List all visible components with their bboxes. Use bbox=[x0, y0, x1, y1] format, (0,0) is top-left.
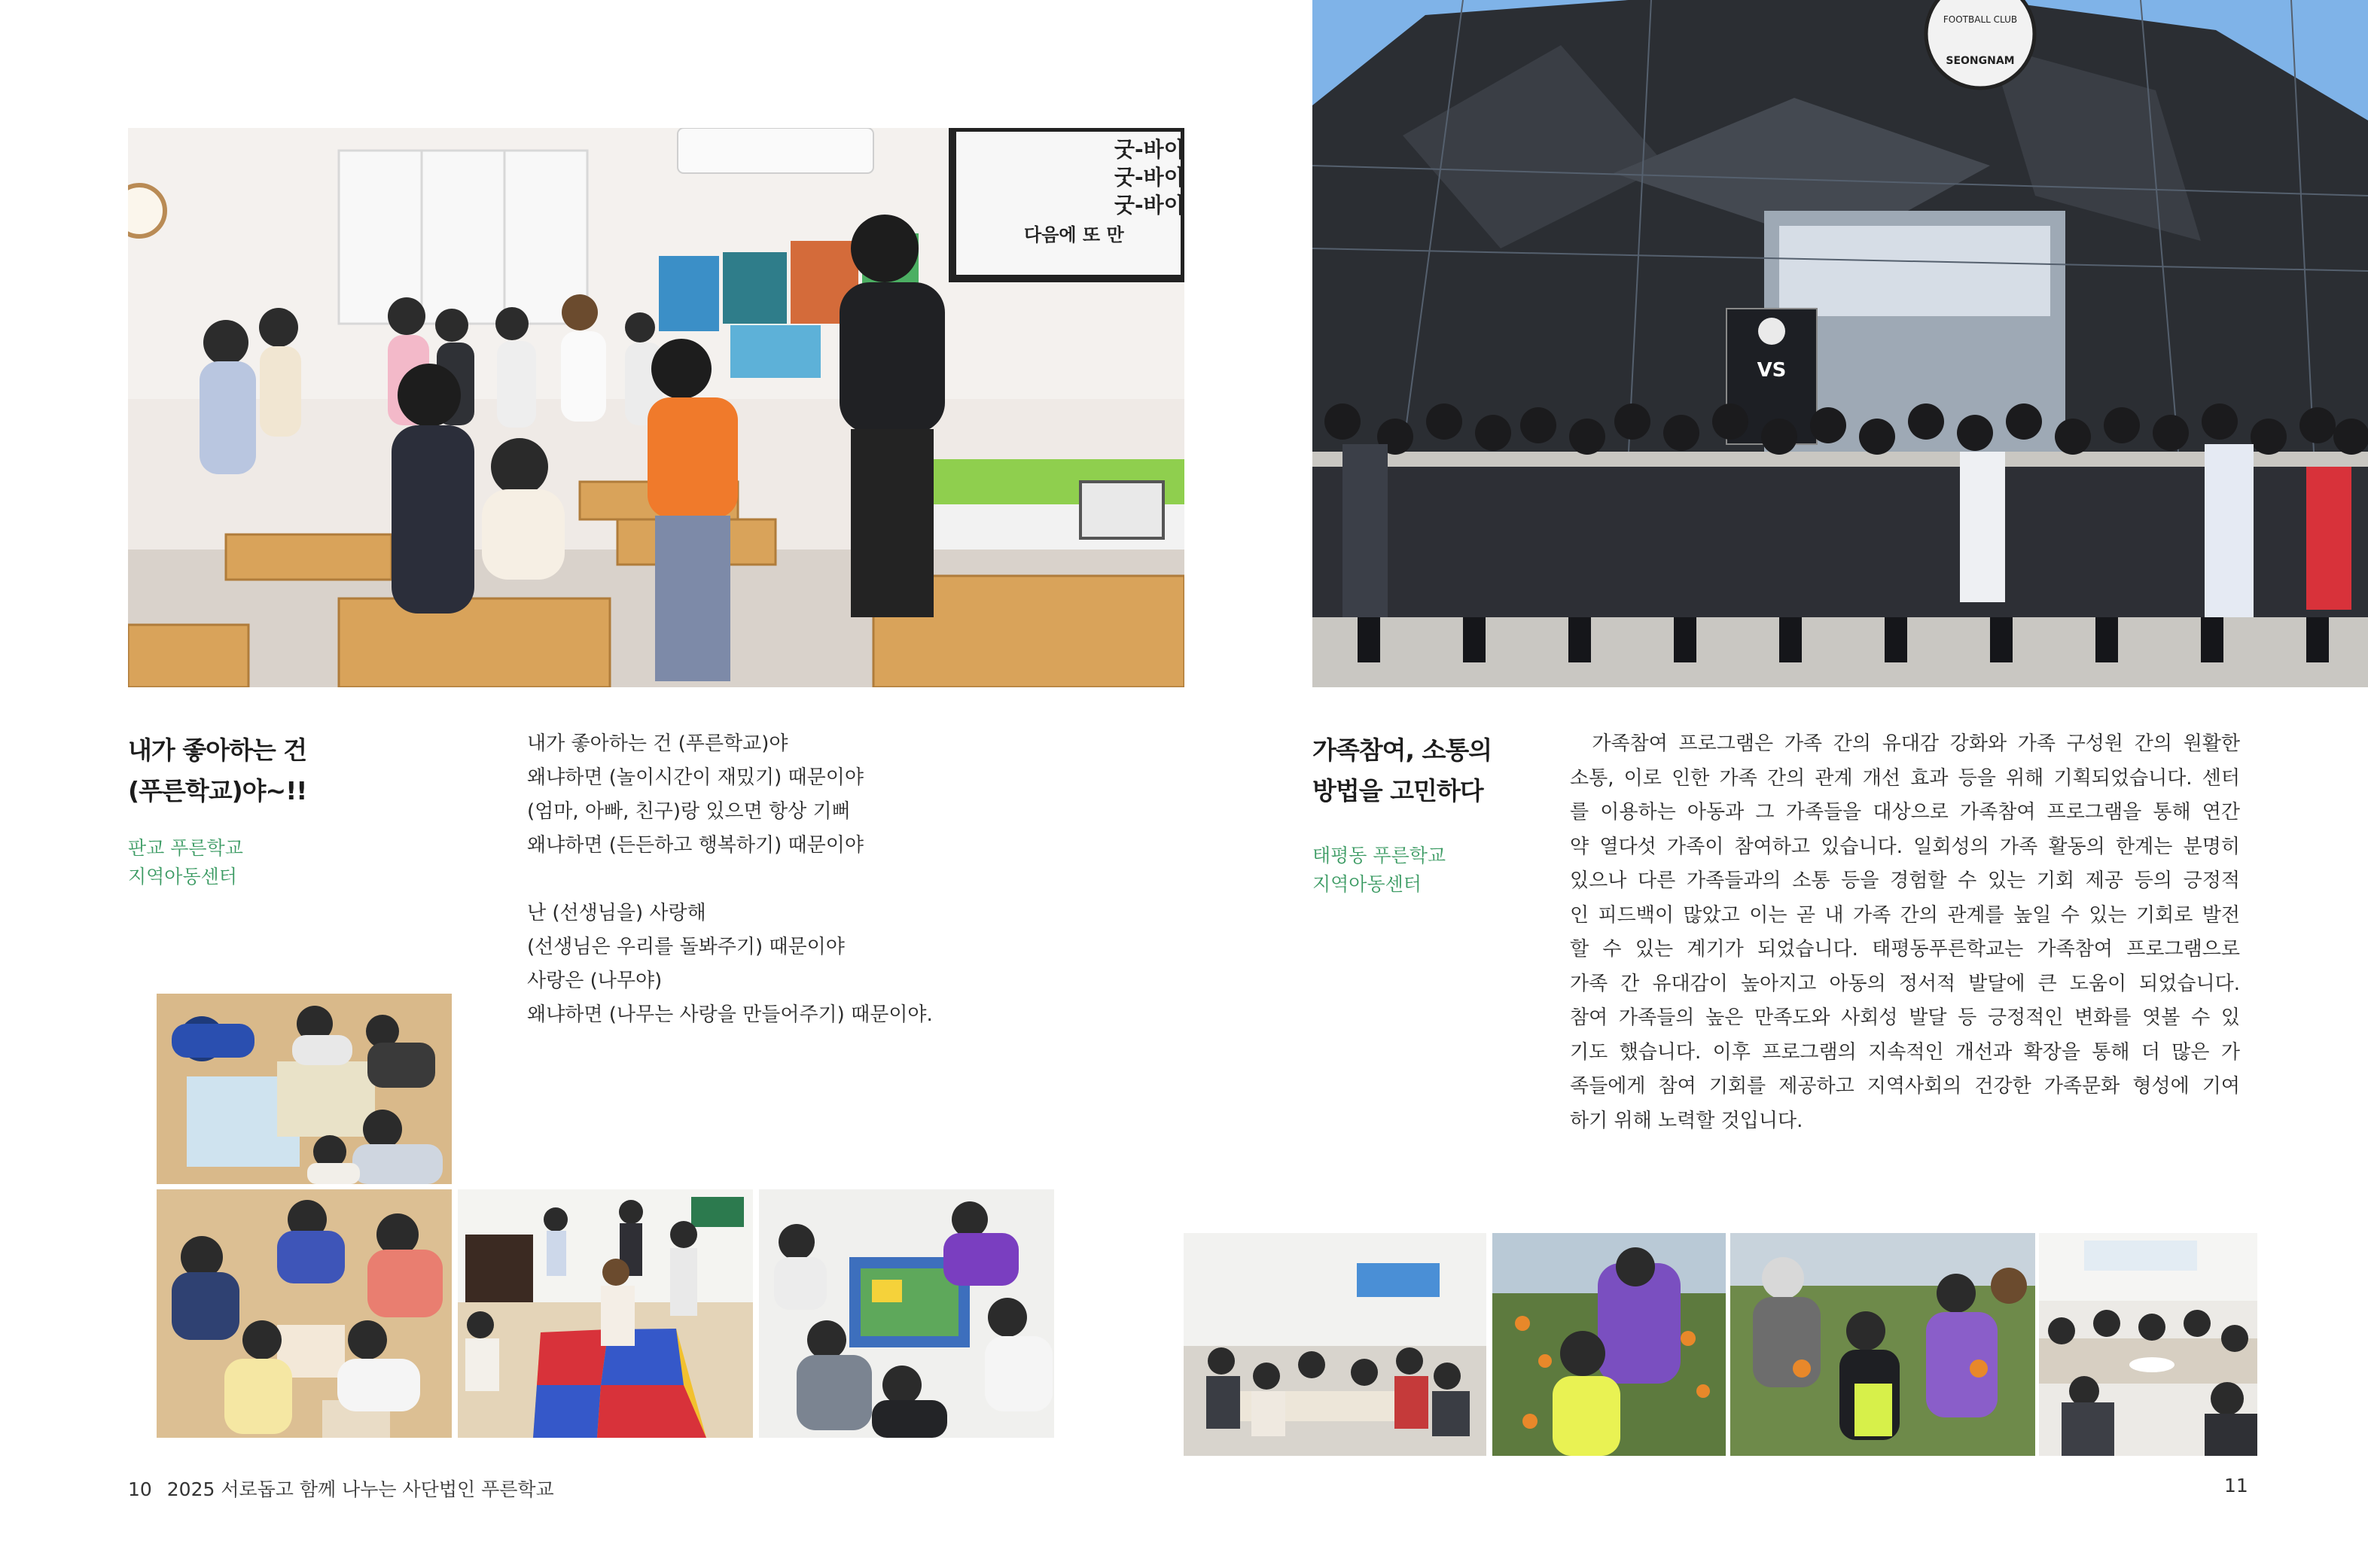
right-heading-line-1: 가족참여, 소통의 bbox=[1312, 735, 1492, 765]
orchard-photo-1 bbox=[1492, 1233, 1726, 1456]
poem-line: 왜냐하면 (든든하고 행복하기) 때문이야 bbox=[527, 834, 864, 857]
right-org-name bbox=[1312, 842, 1446, 899]
left-org-name bbox=[128, 834, 243, 891]
body-line: 를 이용하는 아동과 그 가족들을 대상으로 가족참여 프로그램을 통해 연간 bbox=[1570, 801, 2240, 824]
poem-line: 왜냐하면 (나무는 사랑을 만들어주기) 때문이야. bbox=[527, 1003, 933, 1026]
body-line: 있으나 다른 가족들과의 소통 등을 경험할 수 있는 기회 제공 등의 긍정적 bbox=[1570, 869, 2240, 892]
left-heading-line-1: 내가 좋아하는 건 bbox=[128, 735, 307, 765]
match-board-vs: VS bbox=[1757, 359, 1787, 382]
body-line: 하기 위해 노력할 것입니다. bbox=[1570, 1109, 1803, 1132]
body-line: 가족참여 프로그램은 가족 간의 유대감 강화와 가족 구성원 간의 원활한 bbox=[1570, 732, 2240, 755]
right-org-line-2: 지역아동센터 bbox=[1312, 873, 1422, 895]
left-org-line-2: 지역아동센터 bbox=[128, 866, 237, 888]
board-game-photo-1 bbox=[157, 1189, 452, 1438]
poem-line: (엄마, 아빠, 친구)랑 있으면 항상 기뻐 bbox=[527, 800, 851, 823]
body-line: 참여 가족들의 높은 만족도와 사회성 발달 등 긍정적인 변화를 엿볼 수 있 bbox=[1570, 1006, 2240, 1029]
screen-text-line-4: 다음에 또 만 bbox=[1024, 224, 1124, 245]
left-page-number: 10 bbox=[128, 1478, 152, 1500]
poem-line: 난 (선생님을) 사랑해 bbox=[527, 902, 706, 924]
poem-line: 사랑은 (나무야) bbox=[527, 970, 663, 992]
left-section-heading bbox=[128, 730, 306, 811]
screen-text-line-3: 굿-바이 bbox=[1114, 193, 1184, 218]
poem-line: 내가 좋아하는 건 (푸른학교)야 bbox=[527, 732, 788, 755]
body-line: 인 피드백이 많았고 이는 곧 내 가족 간의 관계를 높일 수 있는 기회로 발전 bbox=[1570, 903, 2240, 927]
poem-line: 왜냐하면 (놀이시간이 재밌기) 때문이야 bbox=[527, 766, 864, 789]
family-program-body-text bbox=[1570, 727, 2240, 1138]
poem-line bbox=[527, 863, 994, 897]
stadium-group-photo bbox=[1312, 0, 2368, 687]
body-line: 기도 했습니다. 이후 프로그램의 지속적인 개선과 확장을 통해 더 많은 가 bbox=[1570, 1040, 2240, 1064]
orchard-photo-2 bbox=[1730, 1233, 2035, 1456]
left-footer bbox=[128, 1475, 554, 1502]
family-dinner-photo bbox=[2039, 1233, 2257, 1456]
left-heading-line-2: (푸른학교)야~!! bbox=[128, 776, 307, 805]
right-page-number: 11 bbox=[2224, 1475, 2248, 1496]
right-section-heading bbox=[1312, 730, 1492, 811]
emblem-text-bottom: SEONGNAM bbox=[1946, 55, 2015, 67]
footer-publication-title: 2025 서로돕고 함께 나누는 사단법인 푸른학교 bbox=[166, 1478, 554, 1500]
right-footer bbox=[2224, 1475, 2248, 1496]
right-heading-line-2: 방법을 고민하다 bbox=[1312, 776, 1483, 805]
board-game-photo-2 bbox=[759, 1189, 1054, 1438]
body-line: 족들에게 참여 기회를 제공하고 지역사회의 건강한 가족문화 형성에 기여 bbox=[1570, 1075, 2240, 1098]
body-line: 가족 간 유대감이 높아지고 아동의 정서적 발달에 큰 도움이 되었습니다. bbox=[1570, 972, 2240, 995]
body-line: 약 열다섯 가족이 참여하고 있습니다. 일회성의 가족 활동의 한계는 분명히 bbox=[1570, 835, 2240, 858]
right-org-line-1: 태평동 푸른학교 bbox=[1312, 845, 1446, 866]
family-classroom-photo bbox=[1184, 1233, 1486, 1456]
body-line: 할 수 있는 계기가 되었습니다. 태평동푸른학교는 가족참여 프로그램으로 bbox=[1570, 938, 2240, 961]
puzzle-activity-photo bbox=[157, 994, 452, 1184]
poem-line: (선생님은 우리를 돌봐주기) 때문이야 bbox=[527, 936, 845, 958]
poem-text bbox=[527, 727, 994, 1032]
classroom-group-photo bbox=[128, 128, 1184, 687]
screen-text-line-2: 굿-바이 bbox=[1114, 165, 1184, 190]
left-org-line-1: 판교 푸른학교 bbox=[128, 837, 243, 859]
mat-game-photo bbox=[458, 1189, 753, 1438]
emblem-text-top: FOOTBALL CLUB bbox=[1943, 14, 2018, 25]
screen-text-line-1: 굿-바이 bbox=[1114, 137, 1184, 162]
body-line: 소통, 이로 인한 가족 간의 관계 개선 효과 등을 위해 기획되었습니다. 센터 bbox=[1570, 766, 2240, 790]
